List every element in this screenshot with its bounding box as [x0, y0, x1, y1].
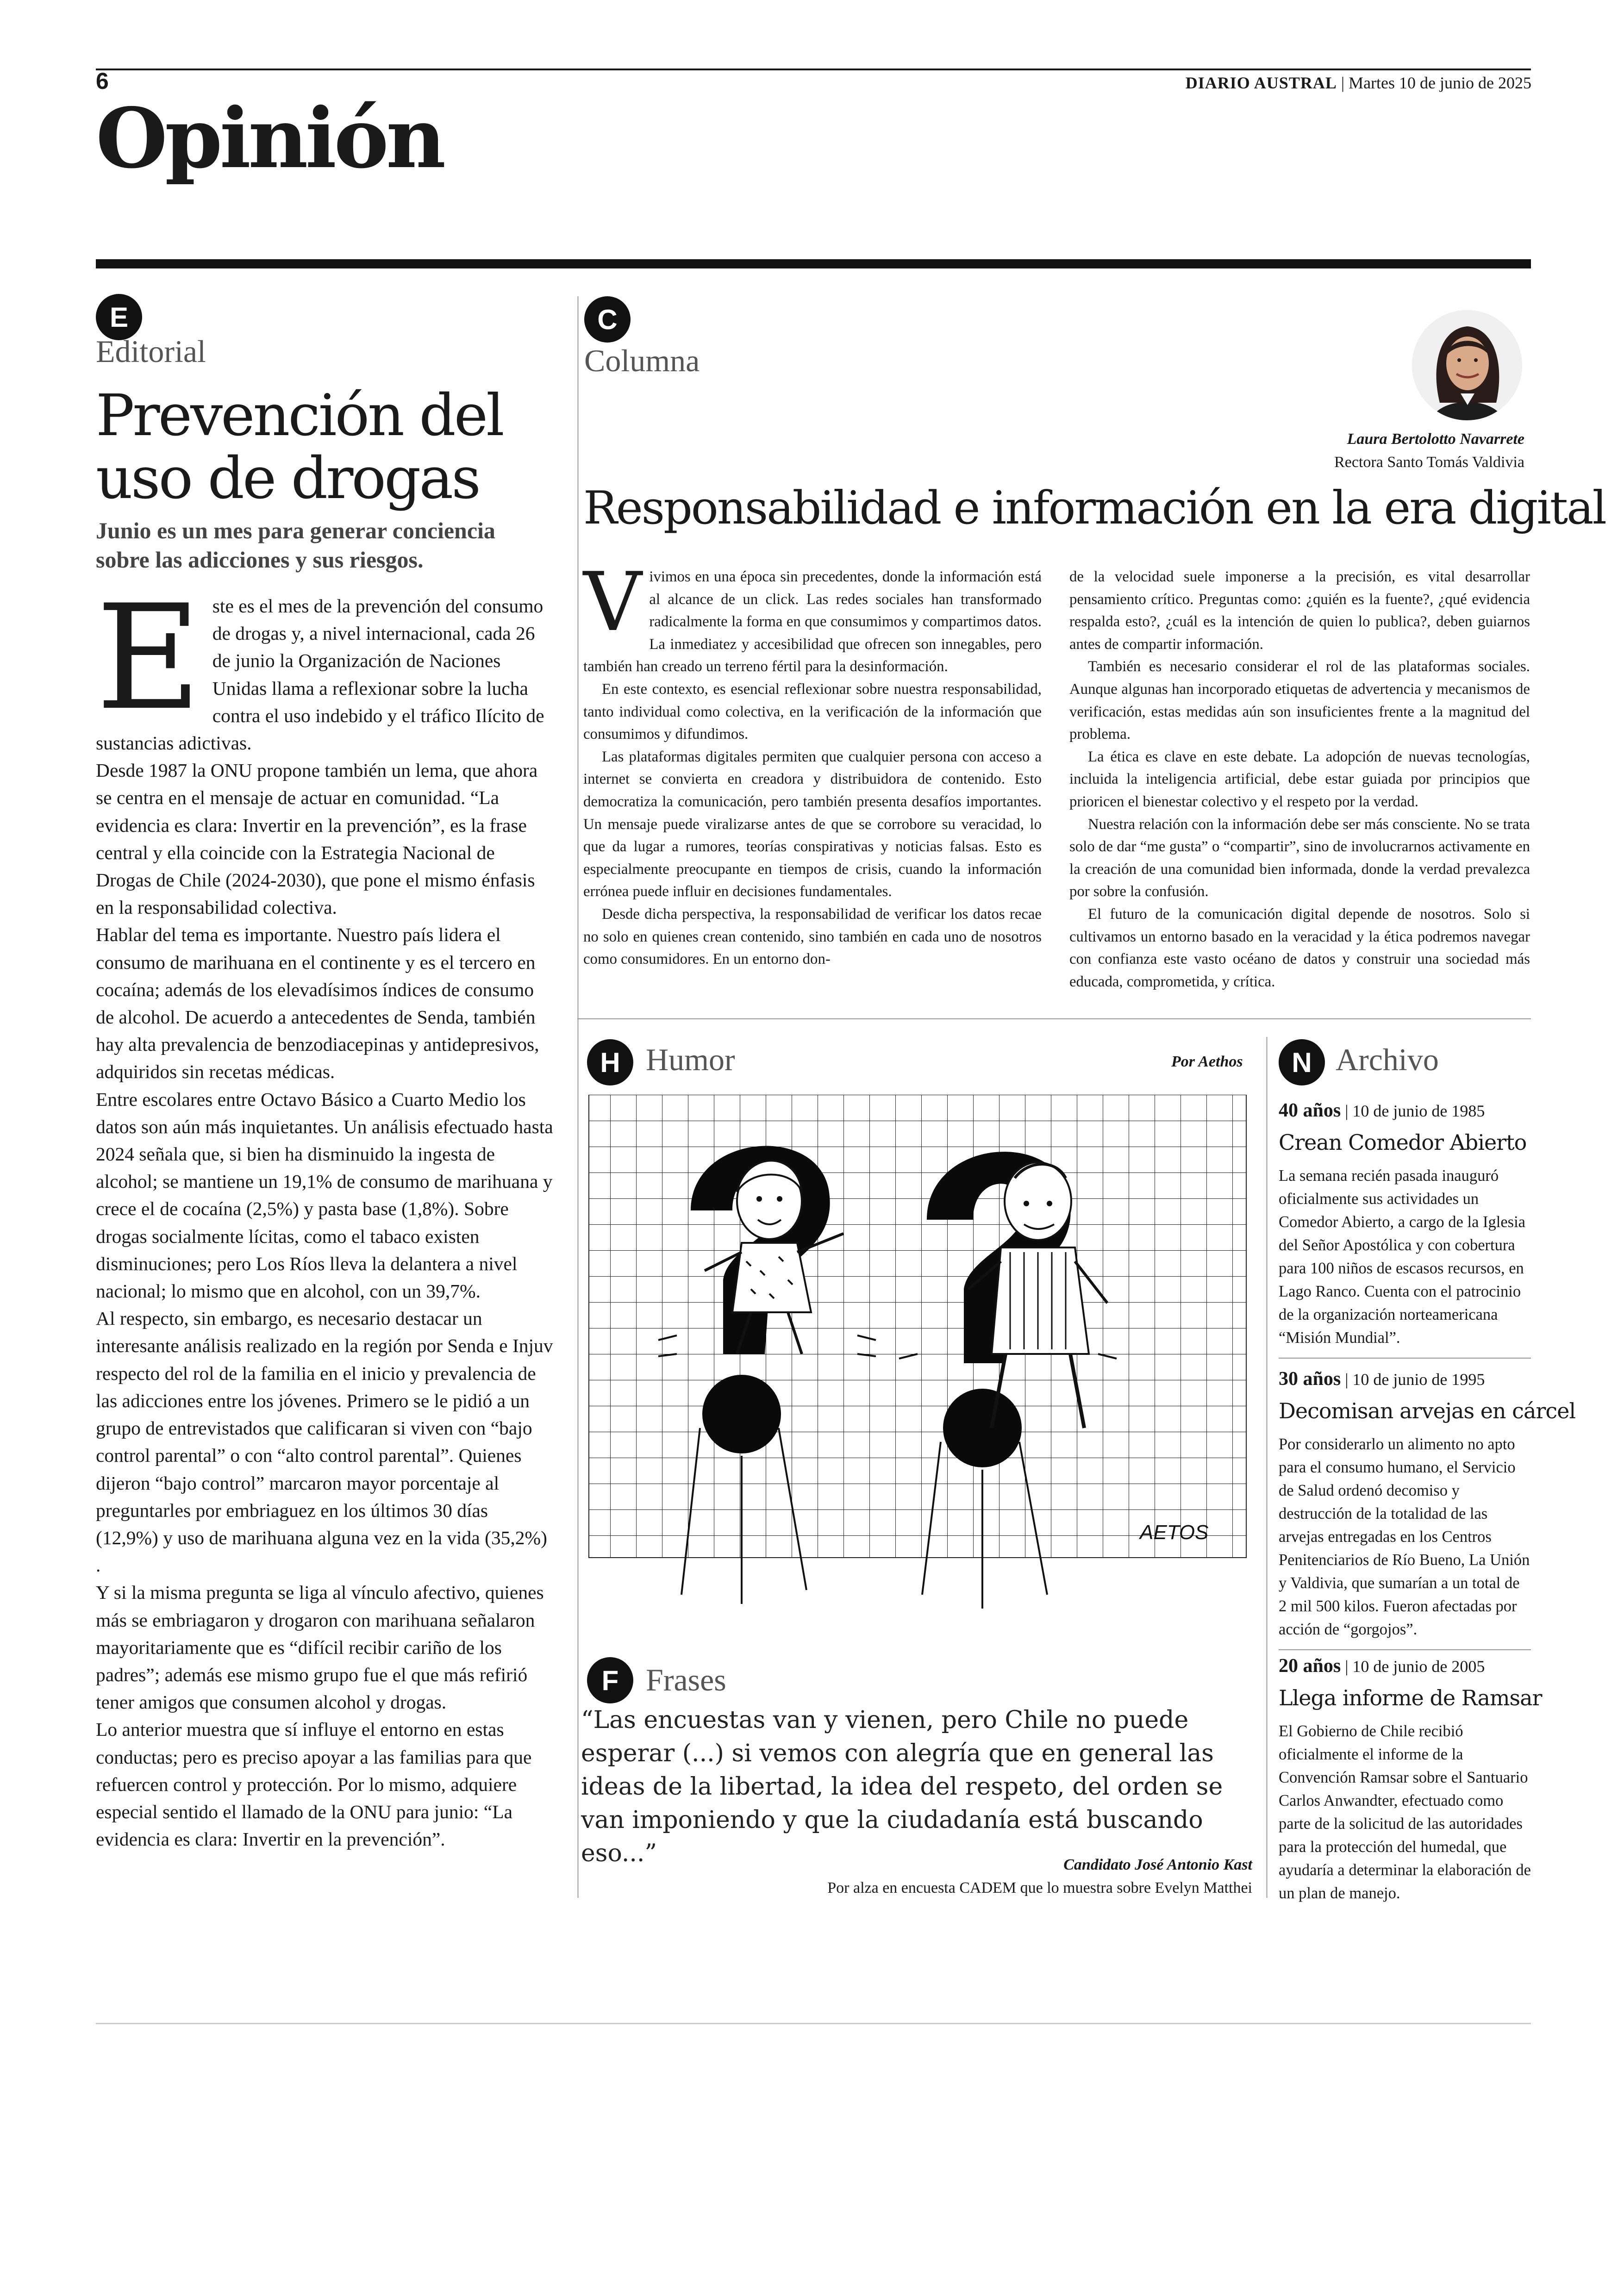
column-text-left [583, 555, 1042, 971]
editorial-title: Prevención del uso de drogas [96, 382, 503, 512]
paper-name: DIARIO AUSTRAL [1185, 74, 1337, 92]
page-number: 6 [96, 68, 109, 94]
archive-entry [1279, 1099, 1531, 1359]
column-paragraph: Las plataformas digitales permiten que cualquier persona con acceso a internet se convierta en creadora y distribuidora de contenido. Esto democratiza la comunicación, pero también presenta desafíos importantes. Un mensaje puede viralizarse antes de que se corrobore su veracidad, lo que da lugar a rumores, teorías conspirativas y noticias falsas. Esto es especialmente preocupante en tiempos de crisis, cuando la información errónea puede influir en decisiones fundamentales. [583, 748, 1042, 900]
editorial-body [96, 574, 554, 1853]
editorial-paragraph: Al respecto, sin embargo, es necesario destacar un interesante análisis realizado en la región por Senda e Injuv respecto del rol de la familia en el inicio y prevalencia de las adicciones entre los jóvenes. Primero se le pidió a un grupo de entrevistados que calificaran si viven con “bajo control parental” o con “alto control parental”. Quienes dijeron “bajo control” marcaron mayor porcentaje al preguntarles por embriaguez en los últimos 30 días (12,9%) y uso de marihuana alguna vez en la vida (35,2%) . [96, 1308, 553, 1576]
column-paragraph: Nuestra relación con la información debe ser más consciente. No se trata solo de dar “me gusta” o “compartir”, sino de involucrarnos activamente en la creación de una comunidad bien informada, donde la verdad prevalezca por sobre la confusión. [1069, 816, 1530, 900]
column-marker: C [584, 296, 631, 343]
editorial-paragraph: Y si la misma pregunta se liga al vínculo afectivo, quienes más se embriagaron y drogaron con marihuana señalaron mayoritariamente que es “difícil recibir cariño de los padres”; además ese mismo grupo fue el que más refirió tener amigos que consumen alcohol y drogas. [96, 1582, 544, 1713]
editorial-paragraph: Desde 1987 la ONU propone también un lema, que ahora se centra en el mensaje de actuar en comunidad. “La evidencia es clara: Invertir en la prevención”, es la frase central y ella coincide con la Estrategia Nacional de Drogas de Chile (2024-2030), que pone el mismo énfasis en la responsabilidad colectiva. [96, 760, 538, 918]
humor-marker: H [587, 1039, 633, 1085]
editorial-label: Editorial [96, 334, 206, 369]
section-divider [96, 259, 1531, 268]
archive-date: | 10 de junio de 2005 [1345, 1657, 1485, 1676]
author-name: Laura Bertolotto Navarrete [1347, 430, 1524, 448]
column-paragraph: El futuro de la comunicación digital depende de nosotros. Solo si cultivamos un entorno basado en la veracidad y la ética podremos navegar con confianza este vasto océano de datos y construir una sociedad más educada, comprometida, y crítica. [1069, 905, 1530, 990]
column-paragraph: de la velocidad suele imponerse a la precisión, es vital desarrollar pensamiento crítico. Preguntas como: ¿quién es la fuente?, ¿qué evidencia respalda esto?, ¿cuál es la intención de quien lo publica?, deben guiarnos antes de compartir información. [1069, 568, 1530, 653]
column-text-right [1069, 566, 1530, 993]
masthead [1186, 73, 1531, 93]
frases-marker: F [587, 1657, 633, 1703]
archive-date: | 10 de junio de 1985 [1345, 1102, 1485, 1120]
archive-rule [1279, 1649, 1531, 1650]
editorial-paragraph: Hablar del tema es importante. Nuestro país lidera el consumo de marihuana en el continente y es el tercero en cocaína; además de los elevadísimos índices de consumo de alcohol. De acuerdo a antecedentes de Senda, también hay alta prevalencia de benzodiacepinas y antidepresivos, adquiridos sin recetas médicas. [96, 924, 539, 1083]
editorial-paragraph: Este es el mes de la prevención del consumo de drogas y, a nivel internacional, cada 26 de junio la Organización de Naciones Unidas llama a reflexionar sobre la lucha contra el uso indebido y el tráfico Ilícito de sustancias adictivas. [96, 574, 544, 754]
frases-author: Candidato José Antonio Kast [1063, 1856, 1252, 1873]
column-paragraph: Vivimos en una época sin precedentes, donde la información está al alcance de un click. Las redes sociales han transformado radicalmente la forma en que consumimos y compartimos datos. La inmediatez y accesibilidad que ofrecen son innegables, pero también han creado un terreno fértil para la desinformación. [583, 555, 1042, 675]
column-divider [577, 296, 579, 1898]
column-paragraph: Desde dicha perspectiva, la responsabilidad de verificar los datos recae no solo en quienes crean contenido, sino también en cada uno de nosotros como consumidores. En un entorno don- [583, 905, 1042, 968]
masthead-separator: | [1341, 74, 1345, 92]
archive-title: Llega informe de Ramsar [1279, 1685, 1542, 1710]
cartoon-credit: Por Aethos [1171, 1053, 1243, 1070]
archive-title: Decomisan arvejas en cárcel [1279, 1398, 1576, 1423]
archive-date: | 10 de junio de 1995 [1345, 1370, 1485, 1389]
archive-years: 20 años [1279, 1655, 1341, 1677]
archive-entry [1279, 1655, 1542, 1905]
column-label: Columna [584, 343, 700, 378]
archive-body: Por considerarlo un alimento no apto para el consumo humano, el Servicio de Salud ordenó decomiso y destrucción de la totalidad de las arvejas entregadas en los Centros Penitenciarios de Río Bueno, La Unión y Valdivia, que sumarían a un total de 2 mil 500 kilos. Fueron afectadas por acción de “gorgojos”. [1279, 1435, 1530, 1638]
editorial-subtitle: Junio es un mes para generar conciencia sobre las adicciones y sus riesgos. [96, 518, 495, 573]
humor-label: Humor [646, 1042, 735, 1077]
editorial-paragraph: Lo anterior muestra que sí influye el entorno en estas conductas; pero es preciso apoyar a las familias para que refuercen control y protección. Por lo mismo, adquiere especial sentido el llamado de la ONU para junio: “La evidencia es clara: Invertir en la prevención”. [96, 1719, 532, 1850]
archive-years: 30 años [1279, 1368, 1341, 1390]
humor-top-rule [577, 1018, 1531, 1019]
frases-label: Frases [646, 1662, 726, 1697]
issue-date: Martes 10 de junio de 2025 [1349, 74, 1531, 92]
archivo-marker: N [1279, 1039, 1325, 1085]
political-cartoon [584, 1095, 1251, 1641]
author-photo [1412, 310, 1522, 420]
column-paragraph: En este contexto, es esencial reflexionar sobre nuestra responsabilidad, tanto individual como colectiva, en la verificación de la información que consumimos y difundimos. [583, 680, 1042, 743]
archivo-label: Archivo [1336, 1042, 1439, 1077]
column-paragraph: La ética es clave en este debate. La adopción de nuevas tecnologías, incluida la inteligencia artificial, debe estar guiada por principios que prioricen el bienestar colectivo y el respeto por la verdad. [1069, 748, 1530, 810]
bottom-rule [96, 2023, 1531, 2024]
column-paragraph: También es necesario considerar el rol de las plataformas sociales. Aunque algunas han incorporado etiquetas de advertencia y mecanismos de verificación, estas medidas aún son insuficientes frente a la magnitud del problema. [1069, 658, 1530, 743]
cartoon-signature: AETOS [1140, 1521, 1209, 1544]
frases-quote: “Las encuestas van y vienen, pero Chile no puede esperar (...) si vemos con alegría que en general las ideas de la libertad, la idea del respeto, del orden se van imponiendo y que la ciudadanía está buscando eso...” [581, 1706, 1223, 1867]
header-rule [96, 69, 1531, 70]
archive-rule [1279, 1358, 1531, 1359]
editorial-paragraph: Entre escolares entre Octavo Básico a Cuarto Medio los datos son aún más inquietantes. Un análisis efectuado hasta 2024 señala que, si bien ha disminuido la ingesta de alcohol; se mantiene un 19,1% de consumo de marihuana y crece el de cocaína (2,5%) y pasta base (1,8%). Sobre drogas socialmente lícitas, como el tabaco existen disminuciones; pero Los Ríos lleva la delantera a nivel nacional; lo mismo que en alcohol, con un 39,7%. [96, 1088, 553, 1302]
author-role: Rectora Santo Tomás Valdivia [1334, 454, 1524, 471]
archive-years: 40 años [1279, 1100, 1341, 1121]
column-title: Responsabilidad e información en la era digital [583, 482, 1605, 535]
archive-title: Crean Comedor Abierto [1279, 1130, 1527, 1155]
archive-body: El Gobierno de Chile recibió oficialmente el informe de la Convención Ramsar sobre el Santuario Carlos Anwandter, efectuado como parte de la solicitud de las autoridades para la protección del humedal, que ayudaría a determinar la elaboración de un plan de manejo. [1279, 1722, 1531, 1902]
archive-body: La semana recién pasada inauguró oficialmente sus actividades un Comedor Abierto, a cargo de la Iglesia del Señor Apostólica y con cobertura para 100 niños de escasos recursos, en Lago Ranco. Cuenta con el patrocinio de la organización norteamericana “Misión Mundial”. [1279, 1167, 1525, 1347]
frases-note: Por alza en encuesta CADEM que lo muestra sobre Evelyn Matthei [827, 1879, 1252, 1896]
archive-entry [1279, 1368, 1575, 1650]
archive-divider [1266, 1037, 1268, 1898]
section-title: Opinión [96, 90, 443, 187]
editorial-marker: E [96, 294, 142, 340]
